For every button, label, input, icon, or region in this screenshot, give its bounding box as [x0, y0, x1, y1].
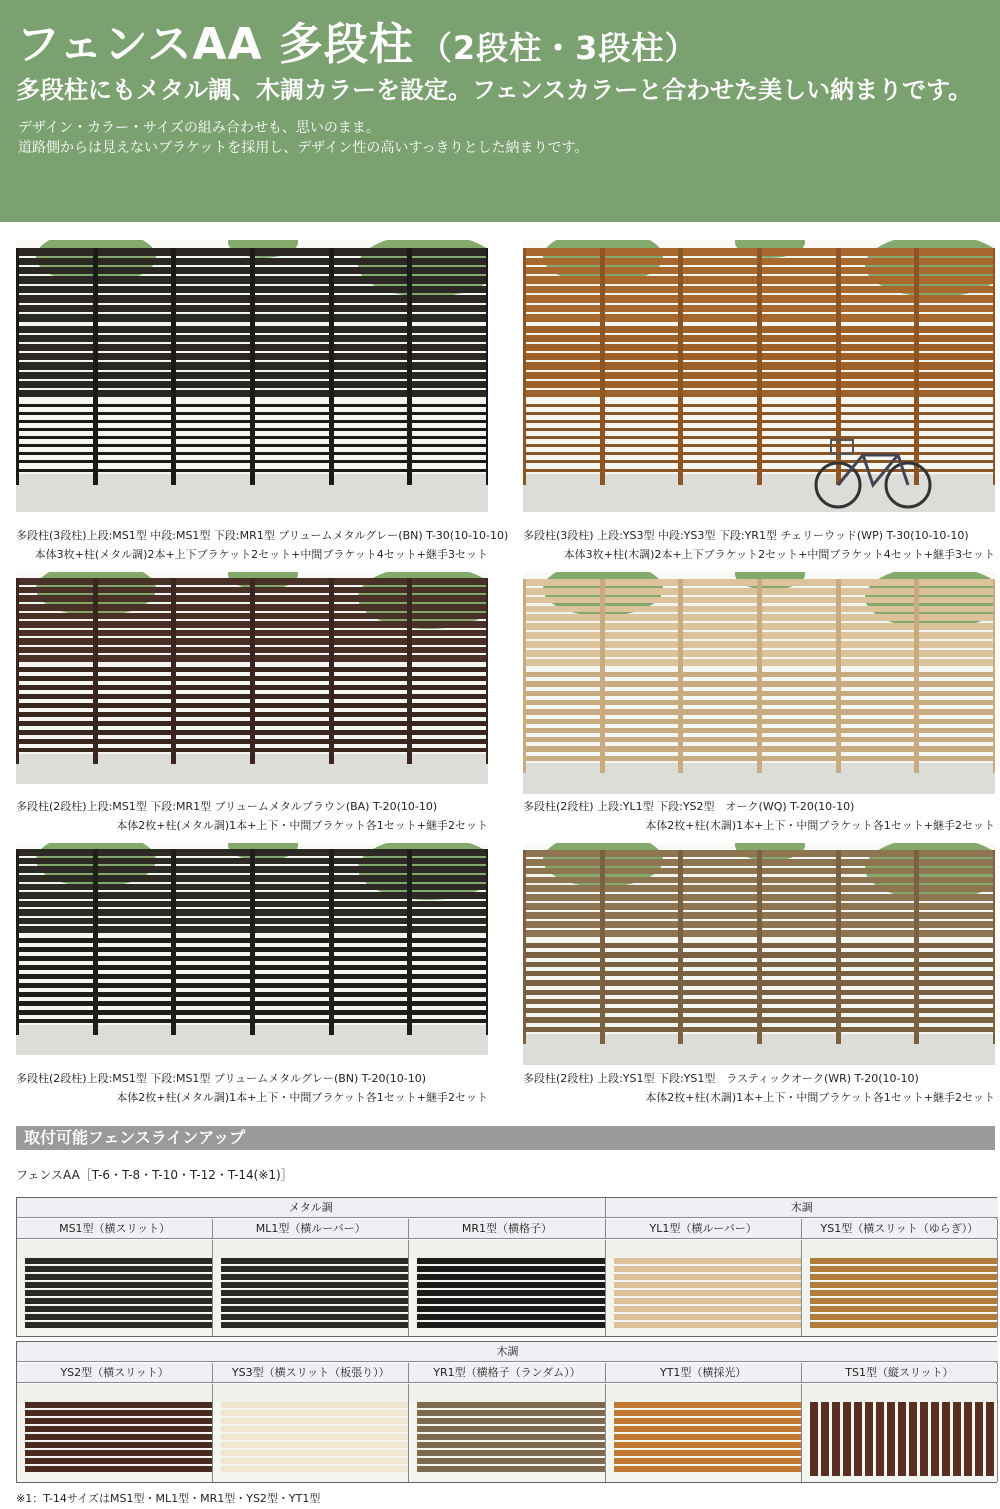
fence-type-name: ML1型（横ルーバー） — [213, 1219, 409, 1239]
fence-type-name: YL1型（横ルーバー） — [606, 1219, 802, 1239]
fence-type-name: YR1型（横格子（ランダム）） — [409, 1363, 605, 1383]
group-header-1: 木調 — [17, 1342, 998, 1362]
description: デザイン・カラー・サイズの組み合わせも、思いのまま。 道路側からは見えないブラケットを採用し、デザイン性の高いすっきりとした納まりです。 — [18, 120, 589, 156]
example-photo-2 — [523, 240, 995, 512]
example-caption-3: 多段柱(2段柱)上段:MS1型 下段:MR1型 ブリュームメタルブラウン(BA) T-20(10-10) 本体2枚+柱(メタル調)1本+上下・中間ブラケット各1セット+継手2セット — [16, 800, 488, 832]
example-photo-1 — [16, 240, 488, 512]
fence-type-name: YS1型（横スリット（ゆらぎ）） — [802, 1219, 998, 1239]
fence-type-name: MR1型（横格子） — [409, 1219, 605, 1239]
group-header-2: 木調 — [606, 1198, 998, 1218]
example-caption-1: 多段柱(3段柱)上段:MS1型 中段:MS1型 下段:MR1型 ブリュームメタルグレー(BN) T-30(10-10-10) 本体3枚+柱(メタル調)2本+上下ブラケット2セット+中間ブラケット4セット+継手3セット — [16, 529, 509, 561]
fence-type-swatch — [802, 1384, 998, 1482]
example-caption-5: 多段柱(2段柱)上段:MS1型 下段:MS1型 ブリュームメタルグレー(BN) T-20(10-10) 本体2枚+柱(メタル調)1本+上下・中間ブラケット各1セット+継手2セット — [16, 1072, 488, 1104]
page-title: フェンスAA 多段柱 （2段柱・3段柱） — [16, 19, 698, 70]
lineup-heading: 取付可能フェンスラインアップ — [16, 1126, 995, 1150]
example-caption-2: 多段柱(3段柱) 上段:YS3型 中段:YS3型 下段:YR1型 チェリーウッド(WP) T-30(10-10-10) 本体3枚+柱(木調)2本+上下ブラケット2セット+中間ブラケット4セット+継手3セット — [523, 529, 995, 561]
fence-type-name: YT1型（横採光） — [606, 1363, 802, 1383]
fence-type-swatch — [17, 1240, 213, 1336]
group-header-1: メタル調 — [17, 1198, 606, 1218]
lineup-table-metal-wood — [16, 1197, 997, 1337]
lead-text: 多段柱にもメタル調、木調カラーを設定。フェンスカラーと合わせた美しい納まりです。 — [16, 76, 973, 104]
series-label: フェンスAA［T-6・T-8・T-10・T-12・T-14(※1)］ — [16, 1168, 293, 1182]
fence-type-swatch — [606, 1384, 802, 1482]
example-photo-5 — [16, 843, 488, 1055]
fence-type-swatch — [802, 1240, 998, 1336]
fence-type-swatch — [409, 1240, 605, 1336]
fence-type-swatch — [213, 1384, 409, 1482]
footnote: ※1：T-14サイズはMS1型・ML1型・MR1型・YS2型・YT1型 — [16, 1492, 321, 1505]
fence-type-swatch — [409, 1384, 605, 1482]
fence-type-swatch — [17, 1384, 213, 1482]
fence-type-name: YS2型（横スリット） — [17, 1363, 213, 1383]
fence-type-name: MS1型（横スリット） — [17, 1219, 213, 1239]
bicycle-icon — [813, 430, 933, 510]
header-banner — [0, 0, 1000, 222]
example-caption-6: 多段柱(2段柱) 上段:YS1型 下段:YS1型 ラスティックオーク(WR) T-20(10-10) 本体2枚+柱(木調)1本+上下・中間ブラケット各1セット+継手2セット — [523, 1072, 995, 1104]
example-photo-3 — [16, 572, 488, 784]
fence-type-swatch — [213, 1240, 409, 1336]
lineup-table-wood — [16, 1341, 997, 1483]
example-caption-4: 多段柱(2段柱) 上段:YL1型 下段:YS2型 オーク(WQ) T-20(10-10) 本体2枚+柱(木調)1本+上下・中間ブラケット各1セット+継手2セット — [523, 800, 995, 832]
fence-type-name: TS1型（縦スリット） — [802, 1363, 998, 1383]
example-photo-4 — [523, 572, 995, 794]
fence-type-name: YS3型（横スリット（板張り）） — [213, 1363, 409, 1383]
fence-type-swatch — [606, 1240, 802, 1336]
example-photo-6 — [523, 843, 995, 1065]
